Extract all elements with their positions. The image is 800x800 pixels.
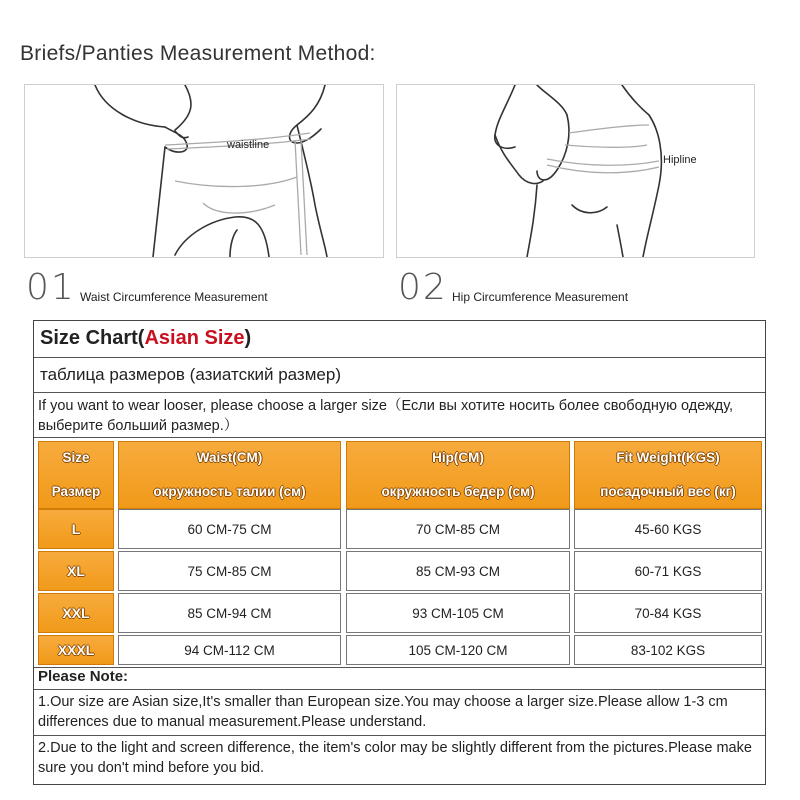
size-chart xyxy=(33,320,766,785)
waist-cell: 60 CM-75 CM xyxy=(118,509,341,549)
hip-measurement-illustration xyxy=(396,84,755,258)
header-waist: Waist(CM) окружность талии (см) xyxy=(118,441,341,509)
waist-figure-drawing xyxy=(25,85,383,257)
waistline-label: waistline xyxy=(227,139,270,151)
hip-cell: 85 CM-93 CM xyxy=(346,551,570,591)
sizing-tip: If you want to wear looser, please choose a larger size（Если вы хотите носить более свободную одежду, выберите больший размер.） xyxy=(38,398,734,434)
hip-cell: 93 CM-105 CM xyxy=(346,593,570,633)
weight-cell: 83-102 KGS xyxy=(574,635,762,665)
asian-size-highlight: Asian Size xyxy=(144,327,245,349)
page-heading: Briefs/Panties Measurement Method: xyxy=(20,42,376,65)
waist-cell: 75 CM-85 CM xyxy=(118,551,341,591)
hip-cell: 105 CM-120 CM xyxy=(346,635,570,665)
chart-title-russian: таблица размеров (азиатский размер) xyxy=(40,365,341,384)
hip-cell: 70 CM-85 CM xyxy=(346,509,570,549)
step-label: Waist Circumference Measurement xyxy=(80,290,268,304)
header-hip: Hip(CM) окружность бедер (см) xyxy=(346,441,570,509)
header-fit-weight: Fit Weight(KGS) посадочный вес (кг) xyxy=(574,441,762,509)
waist-measurement-illustration xyxy=(24,84,384,258)
size-cell: XXXL xyxy=(38,635,114,665)
size-cell: XXL xyxy=(38,593,114,633)
note-item-1: 1.Our size are Asian size,It's smaller than European size.You may choose a larger size.Please allow 1-3 cm differences due to manual measurement.Please understand. xyxy=(38,694,728,730)
please-note-title: Please Note: xyxy=(38,668,129,685)
note-item-2: 2.Due to the light and screen difference, the item's color may be slightly different from the pictures.Please make sure you don't mind before you bid. xyxy=(38,740,752,776)
step-number: 02 xyxy=(398,267,448,308)
waist-cell: 85 CM-94 CM xyxy=(118,593,341,633)
step-number: 01 xyxy=(26,267,76,308)
hip-figure-drawing xyxy=(397,85,754,257)
header-size: Size Размер xyxy=(38,441,114,509)
weight-cell: 60-71 KGS xyxy=(574,551,762,591)
weight-cell: 45-60 KGS xyxy=(574,509,762,549)
waist-cell: 94 CM-112 CM xyxy=(118,635,341,665)
size-cell: L xyxy=(38,509,114,549)
chart-title: Size Chart(Asian Size) xyxy=(40,327,252,349)
hipline-label: Hipline xyxy=(663,154,697,166)
step-label: Hip Circumference Measurement xyxy=(452,290,629,304)
size-cell: XL xyxy=(38,551,114,591)
weight-cell: 70-84 KGS xyxy=(574,593,762,633)
